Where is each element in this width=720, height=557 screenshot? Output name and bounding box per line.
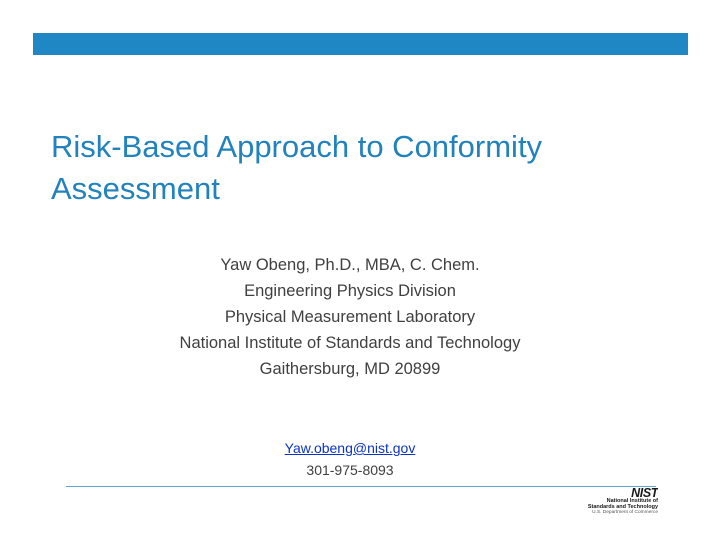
logo-line-3: U.S. Department of Commerce <box>592 510 658 515</box>
logo-line-1: National Institute of <box>606 498 658 504</box>
author-laboratory: Physical Measurement Laboratory <box>224 308 476 326</box>
contact-block <box>200 437 500 481</box>
email-link[interactable]: Yaw.obeng@nist.gov <box>284 440 416 456</box>
nist-logo-mark <box>618 486 658 498</box>
phone-number: 301-975-8093 <box>306 462 394 478</box>
author-name: Yaw Obeng, Ph.D., MBA, C. Chem. <box>220 256 480 274</box>
logo-line-2: Standards and Technology <box>587 504 658 510</box>
title-line-1: Risk-Based Approach to Conformity <box>51 129 543 164</box>
author-location: Gaithersburg, MD 20899 <box>259 360 441 378</box>
author-block <box>80 252 620 382</box>
header-band <box>33 33 688 55</box>
author-institute: National Institute of Standards and Technology <box>179 334 521 352</box>
author-division: Engineering Physics Division <box>244 282 456 300</box>
slide-title <box>51 126 671 210</box>
footer-divider <box>66 486 656 487</box>
nist-logo-text: NIST <box>631 486 658 498</box>
nist-logo <box>586 486 658 516</box>
title-line-2: Assessment <box>51 171 220 206</box>
